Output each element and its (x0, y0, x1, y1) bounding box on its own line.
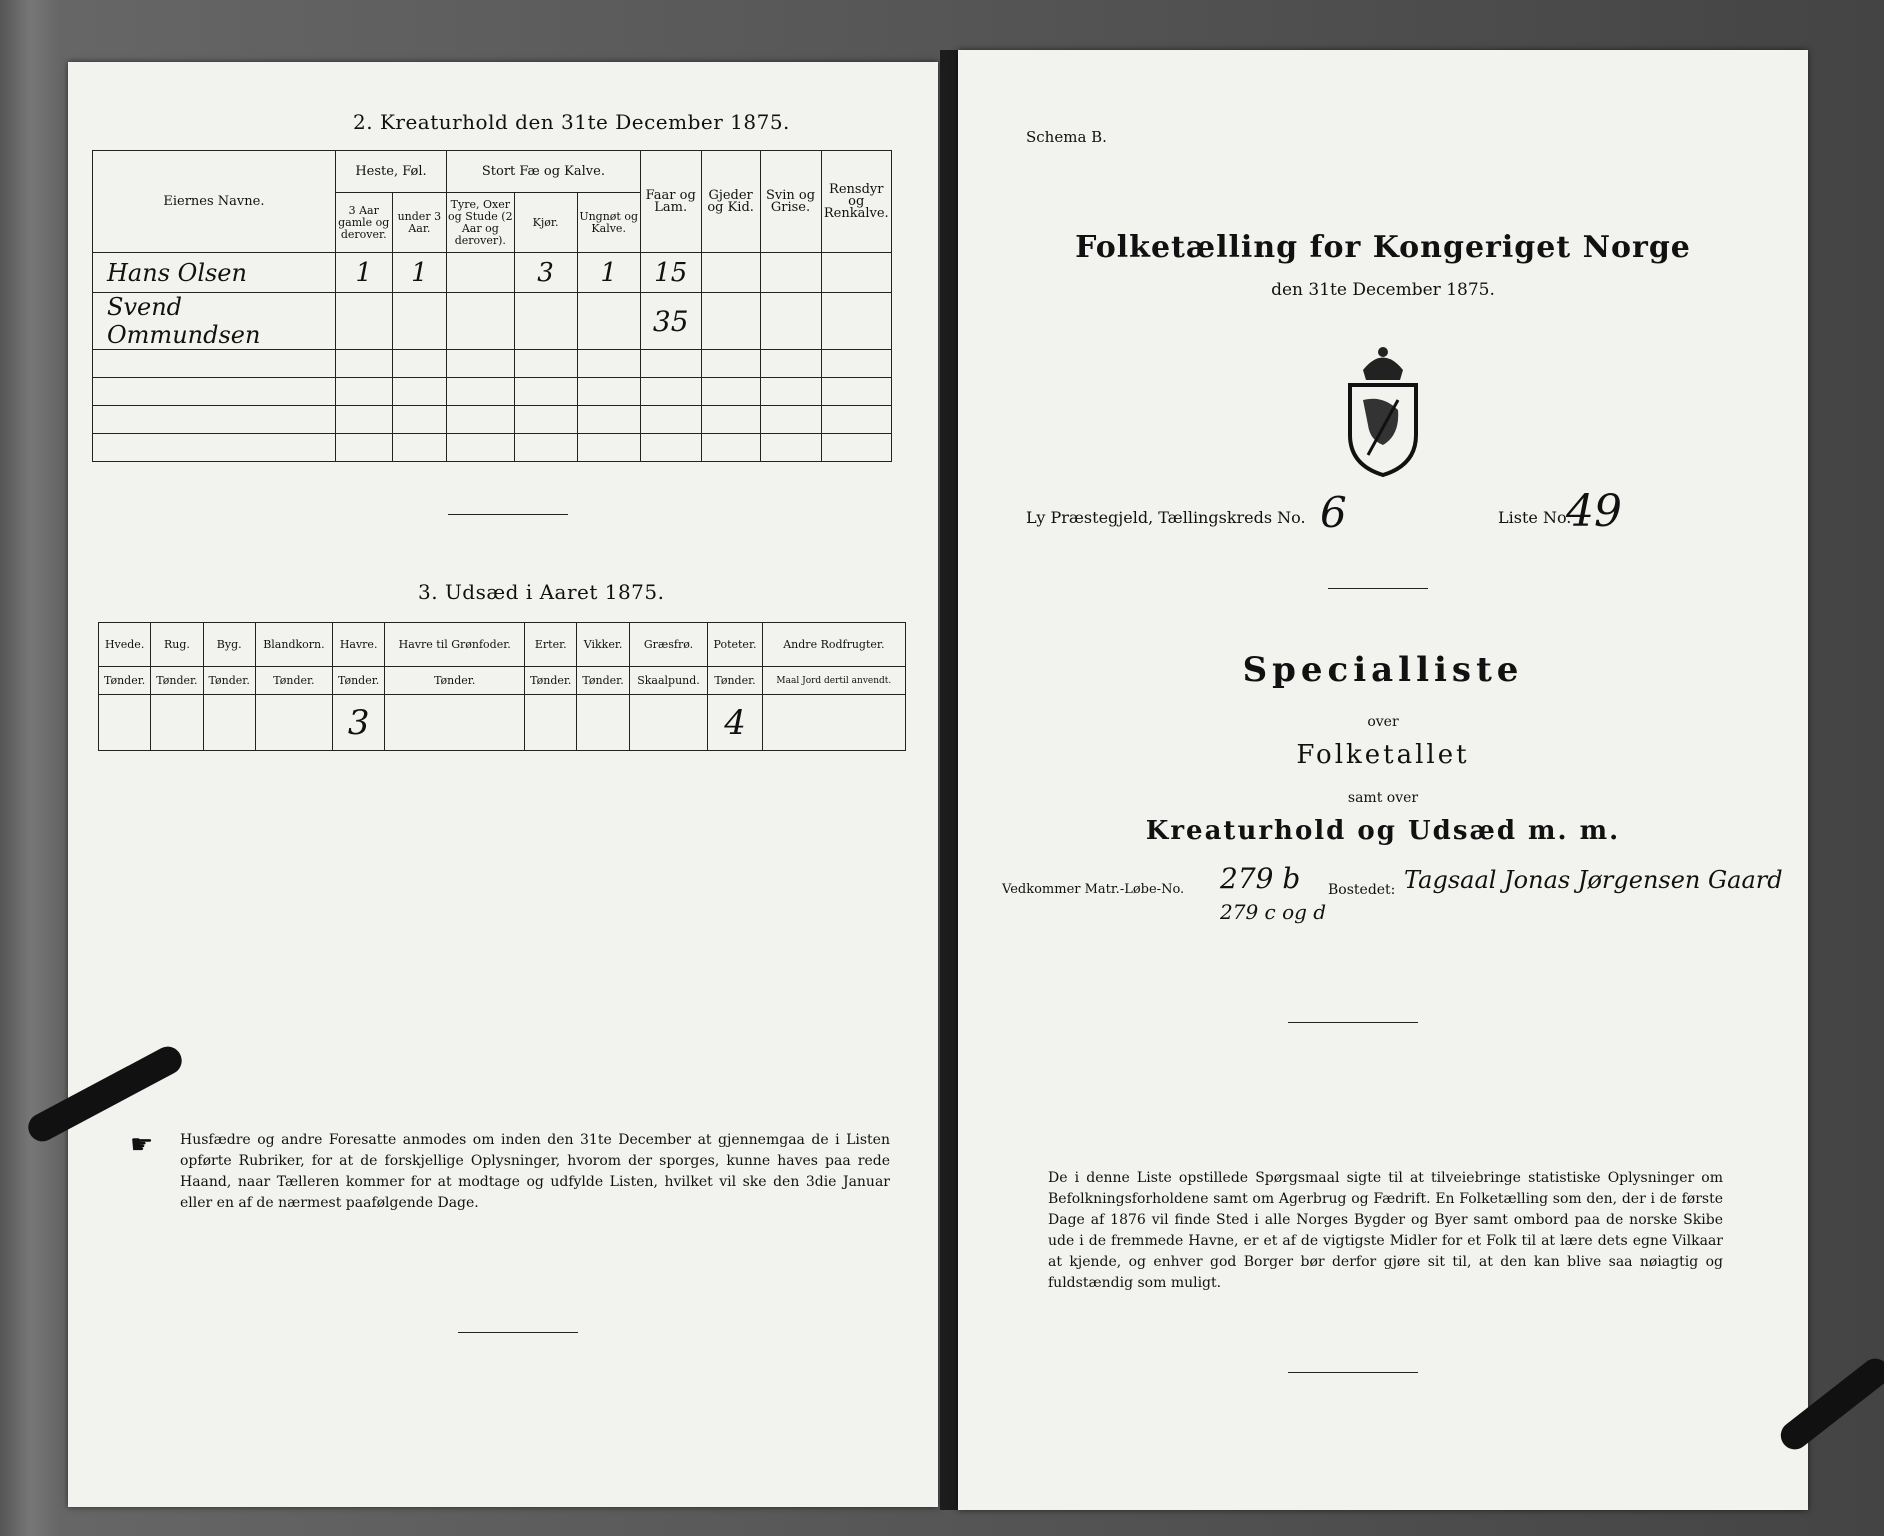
matr-value-2: 279 c og d (1220, 900, 1327, 924)
fae-b-header: Kjør. (514, 193, 577, 253)
pointing-hand-icon: ☛ (130, 1130, 154, 1160)
bostedet-value: Tagsaal Jonas Jørgensen Gaard (1404, 866, 1783, 894)
book-gutter (940, 50, 958, 1510)
fae-a-cell (447, 293, 514, 350)
rensdyr-header: Rensdyr og Renkalve. (821, 151, 892, 253)
seed-header: Havre til Grønfoder. (385, 623, 525, 667)
seed-unit: Tønder. (333, 667, 385, 695)
bostedet-label: Bostedet: (1328, 882, 1396, 898)
matr-label: Vedkommer Matr.-Løbe-No. (1002, 882, 1185, 897)
date-subtitle: den 31te December 1875. (1271, 280, 1495, 300)
heste-header: Heste, Føl. (335, 151, 446, 193)
seed-value (577, 695, 629, 751)
heste-b-cell: 1 (392, 253, 447, 293)
faar-cell: 15 (640, 253, 701, 293)
svin-cell (760, 293, 821, 350)
liste-label: Liste No. (1498, 508, 1572, 527)
owner-cell: Svend Ommundsen (93, 293, 336, 350)
rensdyr-cell (821, 293, 892, 350)
seed-header: Havre. (333, 623, 385, 667)
seed-value (203, 695, 255, 751)
rensdyr-cell (821, 253, 892, 293)
table-row (93, 293, 892, 350)
seed-header: Vikker. (577, 623, 629, 667)
seed-header: Erter. (525, 623, 577, 667)
seed-unit: Tønder. (151, 667, 203, 695)
gjeder-cell (701, 253, 760, 293)
fae-b-cell: 3 (514, 253, 577, 293)
gjeder-header: Gjeder og Kid. (701, 151, 760, 253)
svin-header: Svin og Grise. (760, 151, 821, 253)
seed-value (762, 695, 905, 751)
fae-c-cell (577, 293, 640, 350)
fae-c-header: Ungnøt og Kalve. (577, 193, 640, 253)
seed-value (629, 695, 708, 751)
heste-a-header: 3 Aar gamle og derover. (335, 193, 392, 253)
seed-header: Byg. (203, 623, 255, 667)
liste-number: 49 (1566, 486, 1622, 537)
seed-header: Blandkorn. (255, 623, 332, 667)
page-title: Folketælling for Kongeriget Norge (1075, 230, 1691, 265)
stort-fae-header: Stort Fæ og Kalve. (447, 151, 641, 193)
left-page (68, 62, 938, 1507)
schema-label: Schema B. (1026, 128, 1107, 146)
seed-value (255, 695, 332, 751)
divider (1328, 588, 1428, 589)
seed-value: 3 (333, 695, 385, 751)
heste-b-header: under 3 Aar. (392, 193, 447, 253)
seed-table (98, 622, 906, 751)
fae-a-cell (447, 253, 514, 293)
samt-over-text: samt over (1347, 790, 1419, 806)
divider (458, 1332, 578, 1333)
divider (1288, 1372, 1418, 1373)
faar-header: Faar og Lam. (640, 151, 701, 253)
notice-text: Husfædre og andre Foresatte anmodes om inden den 31te December at gjennemgaa de i Listen opførte Rubriker, for at de forskjellige Oplysninger, hvorom der sporges, kunne haves paa rede Haand, naar Tælleren kommer for at modtage og udfylde Listen, hvilket vil ske den 3die Januar eller en af de nærmest paafølgende Dage. (180, 1132, 890, 1211)
livestock-table (92, 150, 892, 462)
seed-value (385, 695, 525, 751)
seed-header: Andre Rodfrugter. (762, 623, 905, 667)
seed-header: Rug. (151, 623, 203, 667)
heste-b-cell (392, 293, 447, 350)
prestegjeld-label: Ly Præstegjeld, Tællingskreds No. (1026, 508, 1306, 527)
fae-b-cell (514, 293, 577, 350)
seed-value (525, 695, 577, 751)
gjeder-cell (701, 293, 760, 350)
seed-unit: Maal Jord dertil anvendt. (762, 667, 905, 695)
seed-unit: Tønder. (385, 667, 525, 695)
folketallet-heading: Folketallet (1296, 740, 1470, 770)
seed-header: Græsfrø. (629, 623, 708, 667)
owner-cell: Hans Olsen (93, 253, 336, 293)
heste-a-cell (335, 293, 392, 350)
seed-unit: Tønder. (255, 667, 332, 695)
svin-cell (760, 253, 821, 293)
matr-value: 279 b (1220, 862, 1301, 895)
seed-unit: Tønder. (708, 667, 762, 695)
info-paragraph: De i denne Liste opstillede Spørgsmaal sigte til at tilveiebringe statistiske Oplysninger om Befolkningsforholdene samt om Agerbrug og Fædrift. En Folketælling som den, der i de første Dage af 1876 vil finde Sted i alle Norges Bygder og Byer samt ombord paa de norske Skibe ude i de fremmede Havne, er et af de vigtigste Midler for et Folk til at lære dets egne Vilkaar at kjende, og enhver god Borger bør derfor gjøre sit til, at den kan blive saa nøiagtig og fuldstændig som muligt. (1048, 1170, 1723, 1291)
seed-unit: Tønder. (203, 667, 255, 695)
seed-value (99, 695, 151, 751)
coat-of-arms-icon (1328, 340, 1438, 480)
divider (1288, 1022, 1418, 1023)
kreaturhold-heading: Kreaturhold og Udsæd m. m. (1145, 816, 1621, 846)
faar-cell: 35 (640, 293, 701, 350)
fae-c-cell: 1 (577, 253, 640, 293)
seed-value: 4 (708, 695, 762, 751)
table-row (99, 695, 906, 751)
over-text: over (1367, 714, 1399, 730)
fae-a-header: Tyre, Oxer og Stude (2 Aar og derover). (447, 193, 514, 253)
divider (448, 514, 568, 515)
right-page (958, 50, 1808, 1510)
seed-value (151, 695, 203, 751)
heste-a-cell: 1 (335, 253, 392, 293)
section3-title: 3. Udsæd i Aaret 1875. (418, 580, 665, 604)
seed-unit: Tønder. (577, 667, 629, 695)
kreds-number: 6 (1320, 488, 1347, 537)
seed-unit: Tønder. (525, 667, 577, 695)
specialliste-heading: Specialliste (1242, 650, 1524, 690)
table-row (93, 253, 892, 293)
seed-header: Hvede. (99, 623, 151, 667)
seed-unit: Skaalpund. (629, 667, 708, 695)
section2-title: 2. Kreaturhold den 31te December 1875. (353, 110, 790, 134)
seed-unit: Tønder. (99, 667, 151, 695)
seed-header: Poteter. (708, 623, 762, 667)
owner-header: Eiernes Navne. (93, 151, 336, 253)
